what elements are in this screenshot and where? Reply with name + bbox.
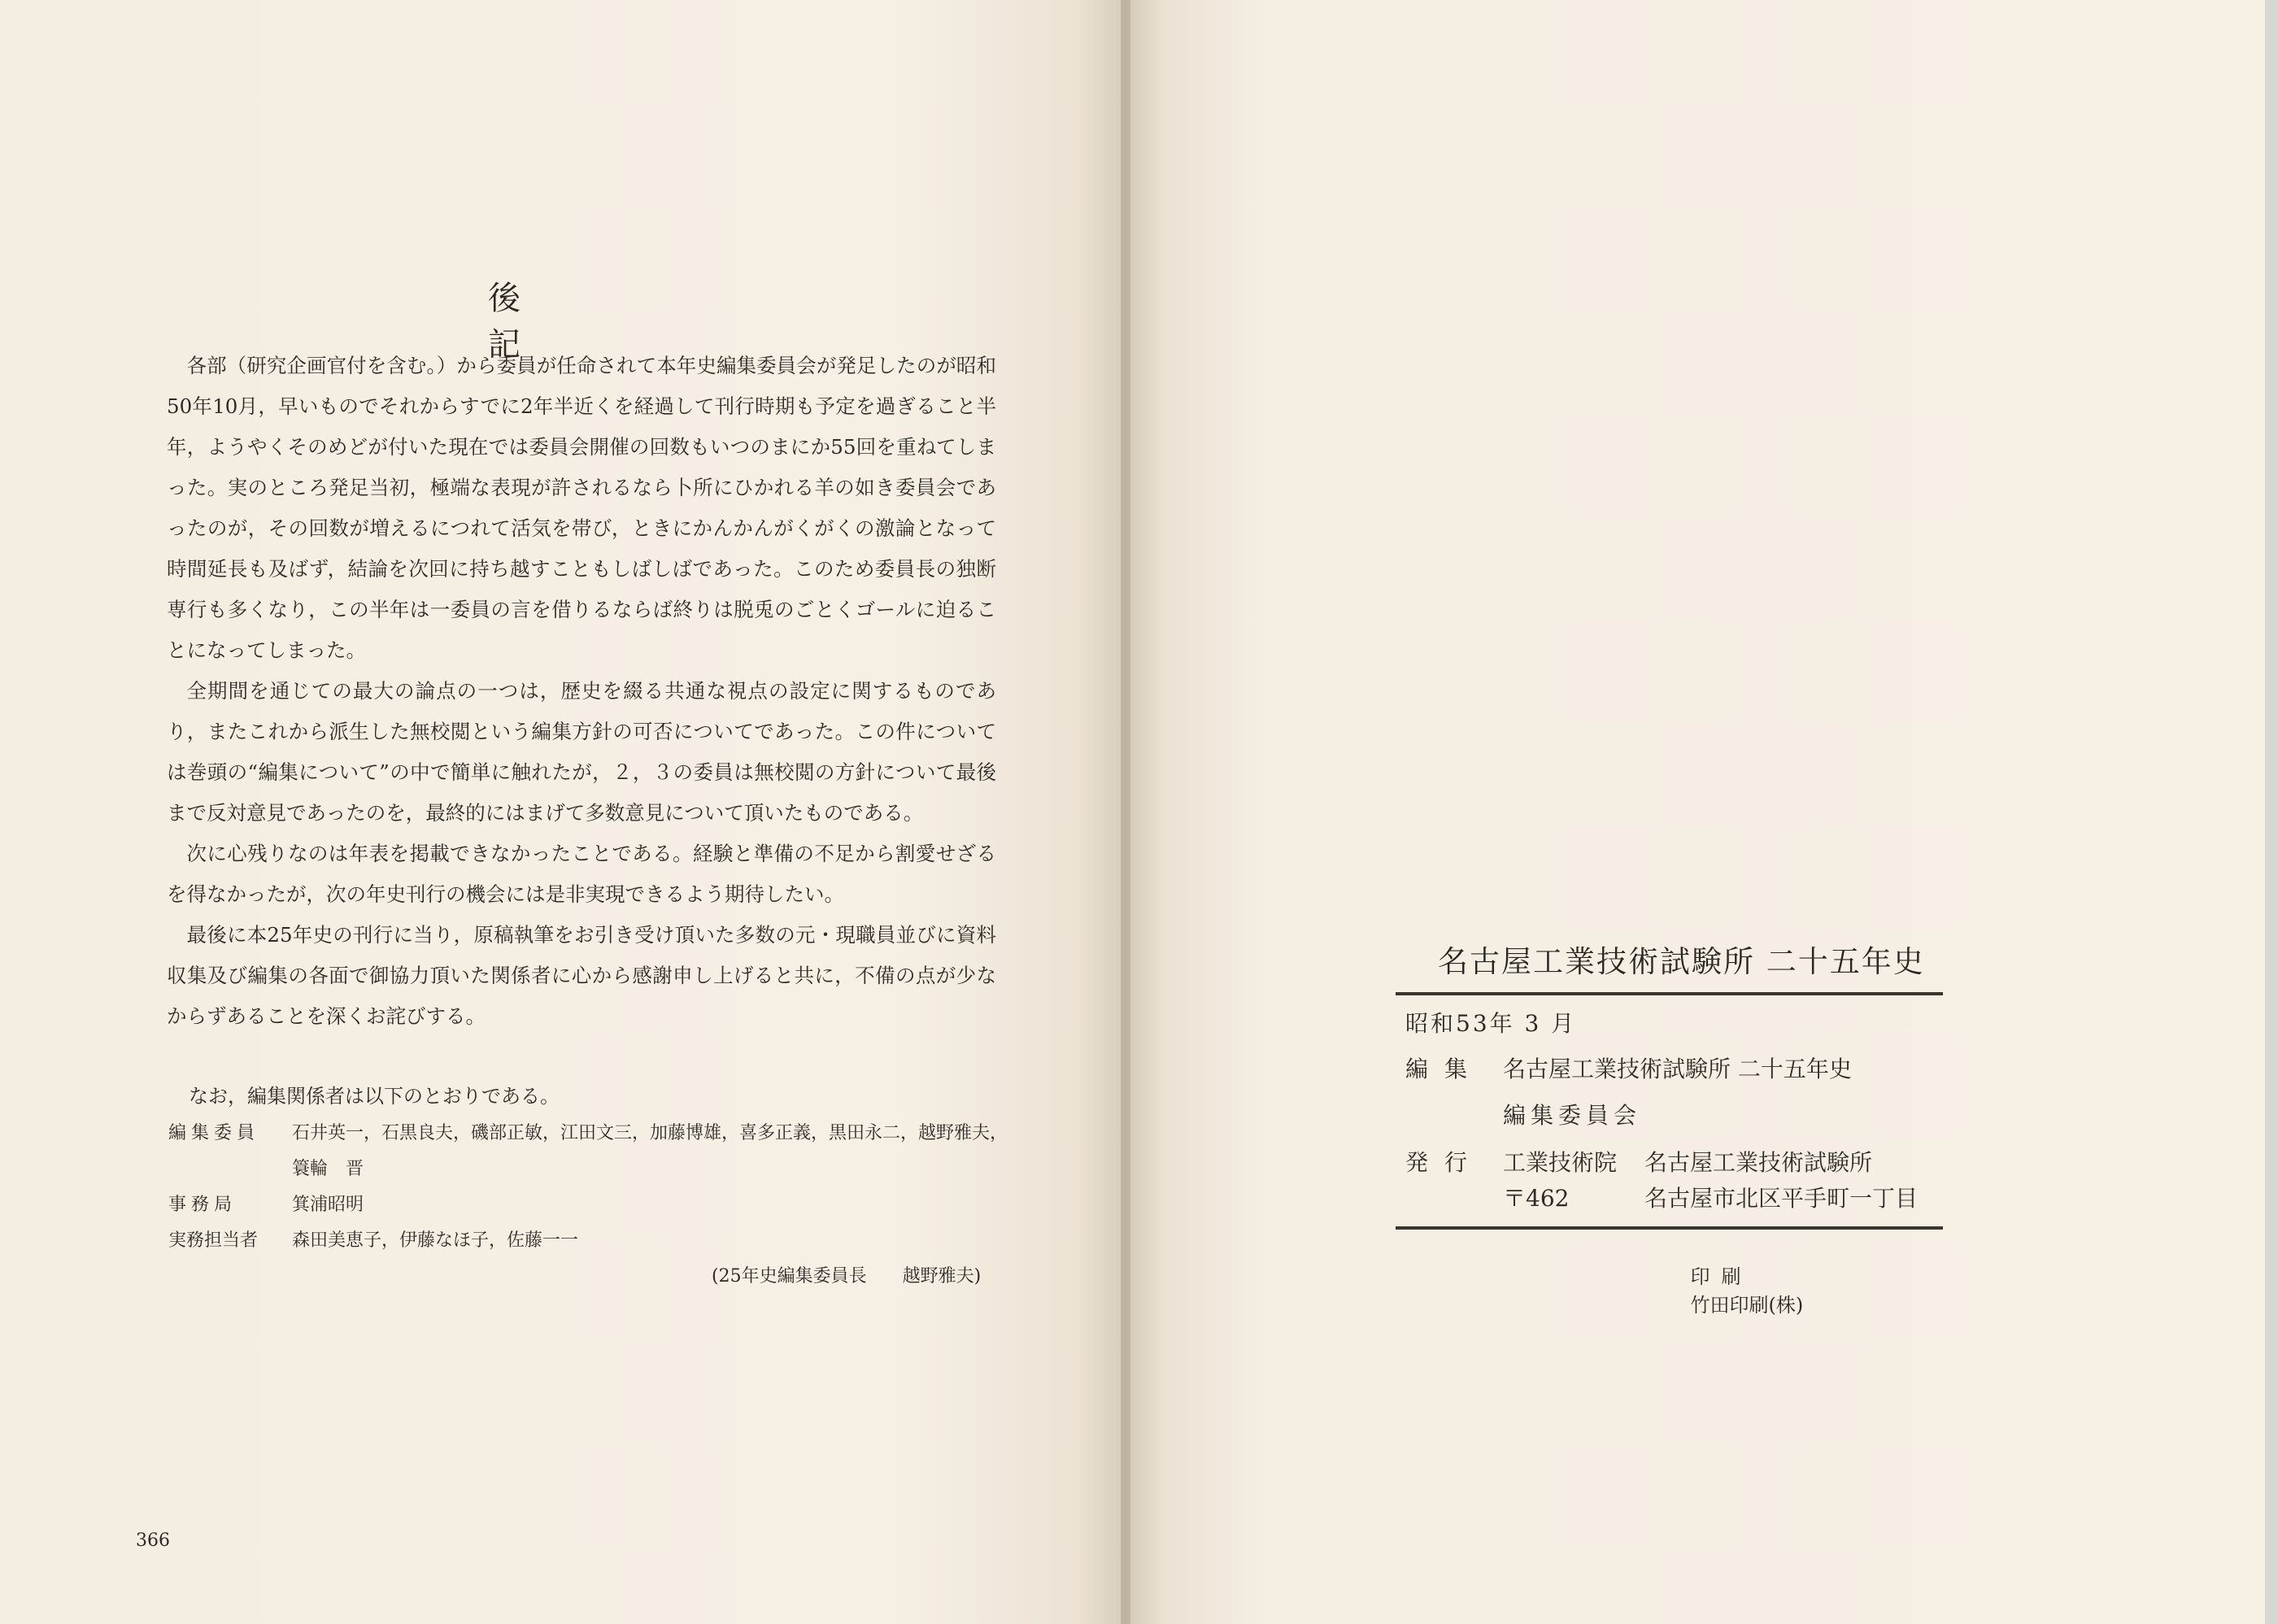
staff-row-secretariat (168, 1187, 1022, 1223)
right-page (1130, 0, 2265, 1624)
colophon-postal-code: 〒462 (1503, 1185, 1570, 1212)
colophon-editor: 名古屋工業技術試験所 二十五年史 (1503, 1056, 1852, 1082)
paragraph-2: 全期間を通じての最大の論点の一つは，歴史を綴る共通な視点の設定に関するものであり，またこれから派生した無校閲という編集方針の可否についてであった。この件については巻頭の“編集について”の中で簡単に触れたが，２，３の委員は無校閲の方針について最後まで反対意見であったのを，最終的にはまげて多数意見について頂いたものである。 (167, 679, 996, 825)
staff-role: 編集委員 (168, 1123, 260, 1143)
colophon-title: 名古屋工業技術試験所 二十五年史 (1438, 944, 1925, 979)
colophon-bottom-rule (1396, 1226, 1943, 1230)
scan-edge (2265, 0, 2278, 1624)
colophon-publish-label: 発行 (1405, 1149, 1484, 1176)
afterword-title: 後 記 (488, 280, 683, 364)
colophon-print-line (1666, 1238, 1803, 1340)
staff-role: 実務担当者 (168, 1230, 259, 1251)
staff-row-editors (168, 1116, 1022, 1187)
paragraph-1: 各部（研究企画官付を含む。）から委員が任命されて本年史編集委員会が発足したのが昭和50年10月，早いものでそれからすでに2年半近くを経過して刊行時期も予定を過ぎること半年，ようやくそのめどが付いた現在では委員会開催の回数もいつのまにか55回を重ねてしまった。実のところ発足当初，極端な表現が許されるなら卜所にひかれる羊の如き委員会であったのが，その回数が増えるにつれて活気を帯び，ときにかんかんがくがくの激論となって時間延長も及ばず，結論を次回に持ち越すこともしばしばであった。このため委員長の独断専行も多くなり，この半年は一委員の言を借りるならば終りは脱兎のごとくゴールに迫ることになってしまった。 (167, 354, 996, 662)
paragraph-3: 次に心残りなのは年表を掲載できなかったことである。経験と準備の不足から割愛せざるを得なかったが，次の年史刊行の機会には是非実現できるよう期待したい。 (167, 842, 996, 906)
colophon-date: 昭和53年 3 月 (1405, 1010, 1577, 1037)
colophon-publisher-org: 工業技術院 (1503, 1149, 1618, 1176)
colophon-editor-committee: 編集委員会 (1503, 1102, 1642, 1129)
paragraph-4: 最後に本25年史の刊行に当り，原稿執筆をお引き受け頂いた多数の元・現職員並びに資料収集及び編集の各面で御協力頂いた関係者に心から感謝申し上げると共に，不備の点が少なからずあることを深くお詫びする。 (167, 923, 996, 1028)
colophon-print-label: 印刷 (1690, 1265, 1753, 1288)
staff-intro: なお，編集関係者は以下のとおりである。 (189, 1085, 560, 1108)
colophon-edit-label: 編集 (1405, 1056, 1484, 1082)
afterword-body (167, 346, 996, 1037)
left-page (0, 0, 1121, 1624)
colophon-address: 名古屋市北区平手町一丁目 (1644, 1185, 1919, 1212)
colophon-publisher-name: 名古屋工業技術試験所 (1644, 1149, 1873, 1176)
staff-names: 箕浦昭明 (292, 1195, 364, 1215)
staff-names: 森田美恵子，伊藤なほ子，佐藤一一 (292, 1230, 579, 1251)
staff-list (168, 1116, 1022, 1259)
book-gutter (1121, 0, 1130, 1624)
colophon-printer: 竹田印刷(株) (1690, 1294, 1804, 1317)
signature: (25年史編集委員長 越野雅夫) (712, 1266, 982, 1287)
colophon-top-rule (1396, 992, 1943, 995)
staff-row-practical (168, 1223, 1022, 1259)
staff-role: 事務局 (168, 1195, 237, 1215)
staff-names: 石井英一，石黒良夫，磯部正敏，江田文三，加藤博雄，喜多正義，黒田永二，越野雅夫，簑輪 晋 (292, 1123, 1008, 1179)
page-number: 366 (136, 1530, 170, 1551)
